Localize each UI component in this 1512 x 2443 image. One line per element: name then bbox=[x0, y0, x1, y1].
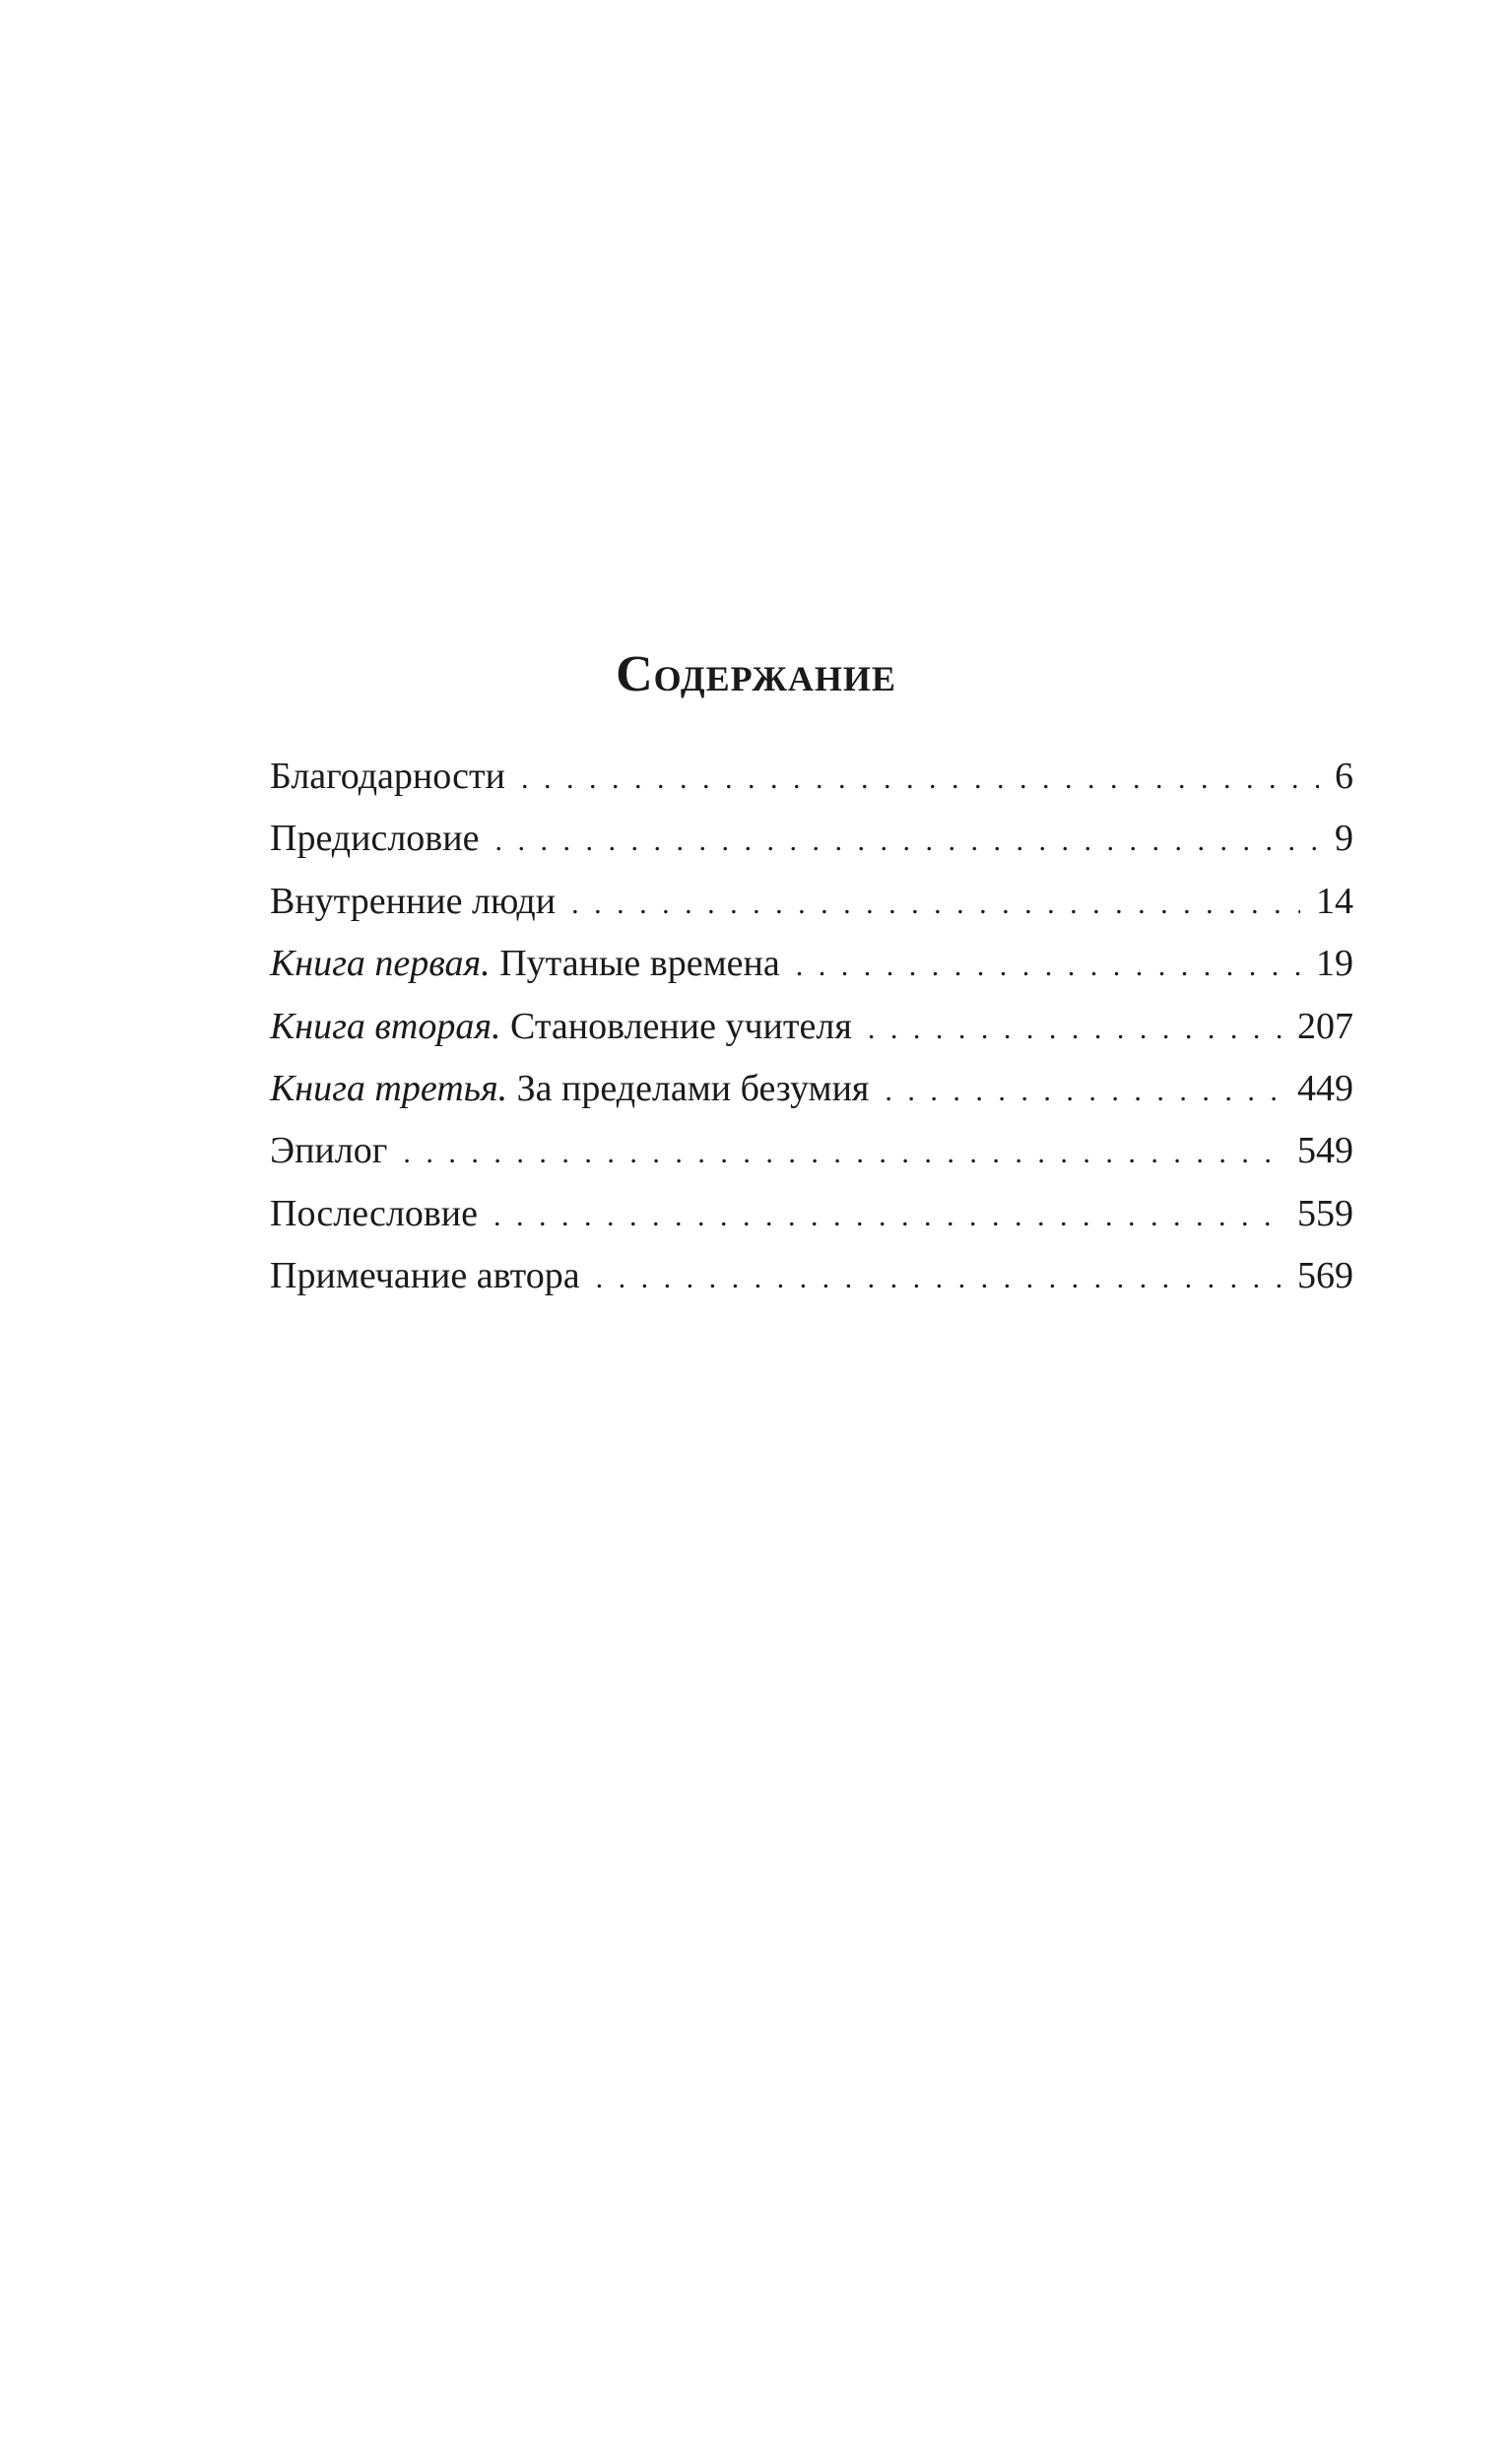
toc-entry-book-prefix: Книга вторая. bbox=[270, 1005, 501, 1047]
toc-entry-label: Благодарности bbox=[270, 756, 505, 797]
dot-leader bbox=[494, 810, 1319, 872]
toc-entry-page: 449 bbox=[1297, 1067, 1353, 1109]
toc-entry-label: Примечание автора bbox=[270, 1255, 580, 1297]
dot-leader bbox=[571, 873, 1300, 935]
toc-entry-label-group bbox=[270, 933, 780, 995]
dot-leader bbox=[596, 1247, 1282, 1309]
toc-entry-book-prefix: Книга третья. bbox=[270, 1067, 508, 1109]
dot-leader bbox=[521, 748, 1319, 810]
toc-entry-page: 6 bbox=[1335, 756, 1353, 797]
toc-entry-page: 207 bbox=[1297, 1005, 1353, 1047]
toc-entry-label: Эпилог bbox=[270, 1130, 388, 1172]
toc-entry bbox=[270, 871, 1353, 933]
toc-entry-page: 9 bbox=[1335, 818, 1353, 860]
toc-entry-label: Предисловие bbox=[270, 818, 480, 860]
toc-entry bbox=[270, 808, 1353, 870]
toc-title: Содержание bbox=[616, 646, 896, 702]
toc-entry bbox=[270, 1120, 1353, 1182]
toc-entry-page: 559 bbox=[1297, 1192, 1353, 1234]
dot-leader bbox=[885, 1060, 1282, 1122]
dot-leader bbox=[796, 935, 1300, 997]
toc-entry-label: Путаные времена bbox=[499, 943, 780, 985]
toc-entry bbox=[270, 933, 1353, 995]
toc-entry bbox=[270, 1245, 1353, 1307]
toc-entry-label: Послесловие bbox=[270, 1192, 479, 1234]
toc-entry-page: 19 bbox=[1316, 943, 1353, 985]
toc-entry-label: За пределами безумия bbox=[516, 1067, 870, 1109]
toc-entry-page: 549 bbox=[1297, 1130, 1353, 1172]
toc-entry bbox=[270, 1058, 1353, 1120]
toc-entry bbox=[270, 746, 1353, 808]
toc-entry-label: Становление учителя bbox=[510, 1005, 852, 1047]
toc-entry-page: 569 bbox=[1297, 1255, 1353, 1297]
dot-leader bbox=[493, 1185, 1282, 1247]
toc-entry bbox=[270, 996, 1353, 1058]
toc-entry-label-group bbox=[270, 1058, 869, 1120]
toc-entry bbox=[270, 1183, 1353, 1245]
toc-entry-page: 14 bbox=[1316, 880, 1353, 922]
toc-list bbox=[270, 746, 1353, 1308]
toc-entry-label: Внутренние люди bbox=[270, 880, 557, 922]
dot-leader bbox=[403, 1122, 1282, 1184]
toc-entry-book-prefix: Книга первая. bbox=[270, 943, 491, 985]
toc-entry-label-group bbox=[270, 996, 852, 1058]
dot-leader bbox=[868, 998, 1282, 1060]
